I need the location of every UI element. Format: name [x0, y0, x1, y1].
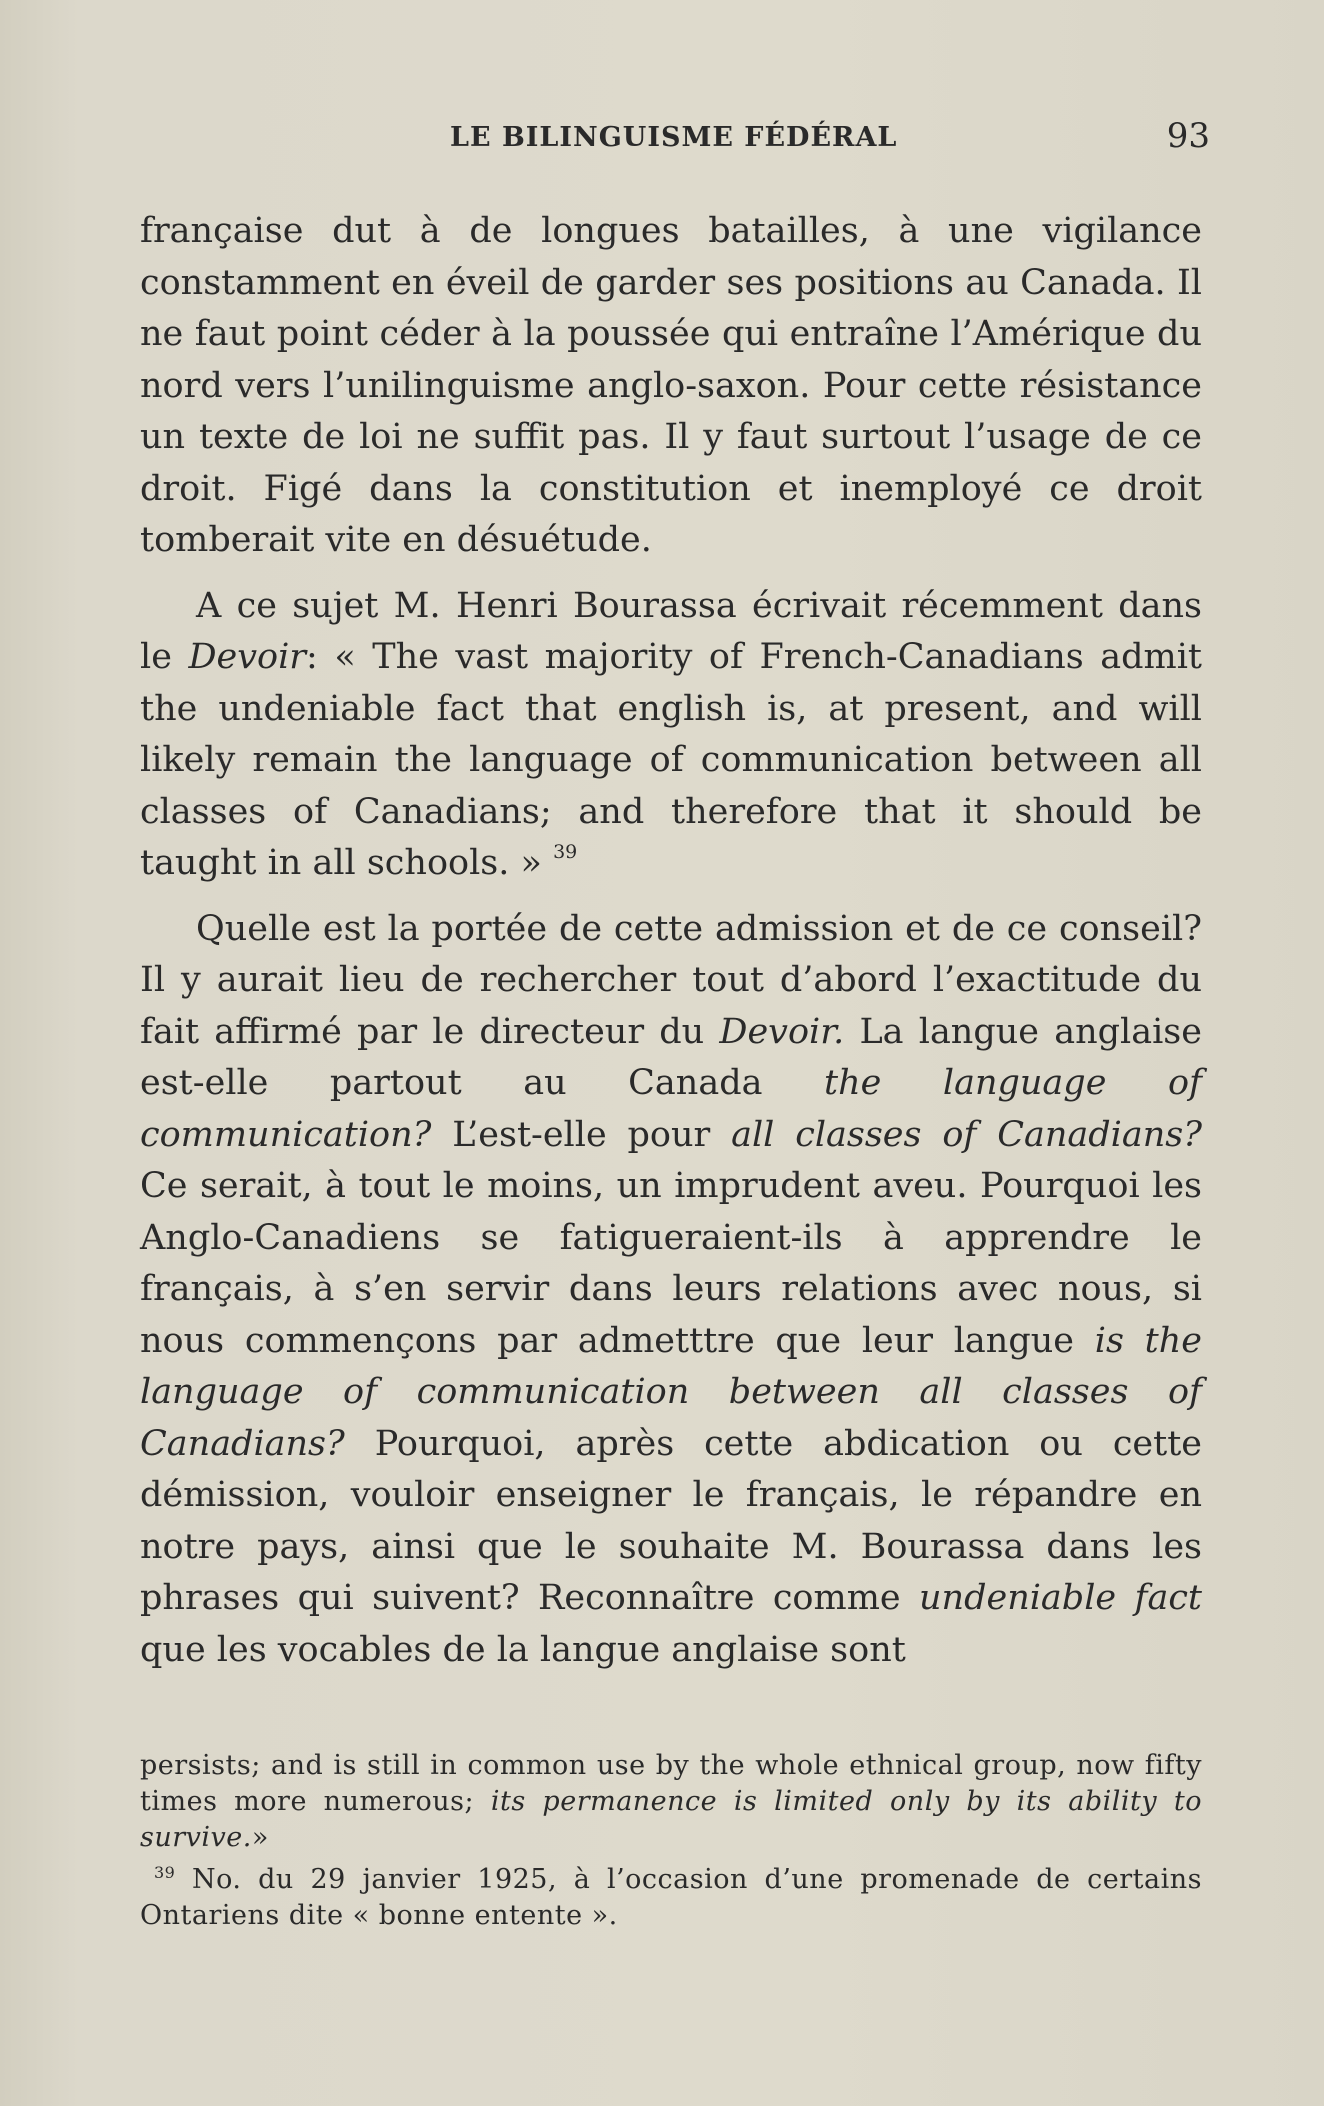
paragraph	[140, 904, 1202, 1677]
italic-text: undeniable fact	[919, 1578, 1202, 1618]
paragraph	[140, 206, 1202, 567]
paragraph-text: que les vocables de la langue anglaise sont	[140, 1629, 906, 1670]
running-head: LE BILINGUISME FÉDÉRAL	[450, 122, 898, 153]
footnotes	[140, 1748, 1202, 1940]
paragraph-text: Pourquoi, après cette abdication ou cette démission, vouloir enseigner le français, le répandre en notre pays, ainsi que le souhaite M. Bourassa dans les phrases qui suivent? Reconnaître comme	[140, 1423, 1202, 1618]
paragraph-text: française dut à de longues batailles, à une vigilance constamment en éveil de garder ses positions au Canada. Il ne faut point céder à la poussée qui entraîne l’Amérique du nord vers l’unilinguisme anglo-saxon. Pour cette résistance un texte de loi ne suffit pas. Il y faut surtout l’usage de ce droit. Figé dans la constitution et inemployé ce droit tomberait vite en désuétude.	[140, 211, 1202, 560]
italic-text: Devoir.	[719, 1011, 845, 1052]
paragraph	[140, 581, 1202, 890]
footnote-number: 39	[154, 1863, 176, 1882]
italic-text: its permanence is limited only by its ability to survive.	[140, 1786, 1202, 1853]
italic-text: all classes of Canadians?	[731, 1114, 1202, 1155]
paragraph-text: Ce serait, à tout le moins, un imprudent aveu. Pourquoi les Anglo-Canadiens se fatigueraient-ils à apprendre le français, à s’en servir dans leurs relations avec nous, si nous commençons par admetttre que leur langue	[140, 1166, 1202, 1361]
page-header	[140, 112, 1210, 162]
footnote-text: »	[251, 1822, 269, 1853]
italic-text: the language of communication?	[140, 1063, 1202, 1155]
footnote-ref: 39	[553, 841, 578, 863]
footnote-continuation	[140, 1748, 1202, 1856]
paragraph-text: La langue anglaise est-elle partout au Canada	[140, 1011, 1202, 1103]
footnote-text: No. du 29 janvier 1925, à l’occasion d’une promenade de certains Ontariens dite « bonne entente ».	[140, 1864, 1202, 1931]
italic-text: Devoir	[188, 637, 307, 677]
paragraph-text: A ce sujet M. Henri Bourassa écrivait récemment dans le	[140, 585, 1202, 677]
footnote-text: persists; and is still in common use by the whole ethnical group, now fifty times more numerous;	[140, 1750, 1202, 1817]
italic-text: is the language of communication between all classes of Canadians?	[140, 1320, 1202, 1464]
body-text	[140, 206, 1202, 1690]
paragraph-text: Quelle est la portée de cette admission et de ce conseil? Il y aurait lieu de rechercher tout d’abord l’exactitude du fait affirmé par le directeur du	[140, 908, 1202, 1052]
footnote-39	[140, 1862, 1202, 1934]
paragraph-text: : « The vast majority of French-Canadians admit the undeniable fact that english is, at present, and will likely remain the language of communication between all classes of Canadians; and therefore that it should be taught in all schools. »	[140, 637, 1202, 883]
paragraph-text: L’est-elle pour	[452, 1114, 711, 1155]
page-number: 93	[1166, 116, 1210, 156]
